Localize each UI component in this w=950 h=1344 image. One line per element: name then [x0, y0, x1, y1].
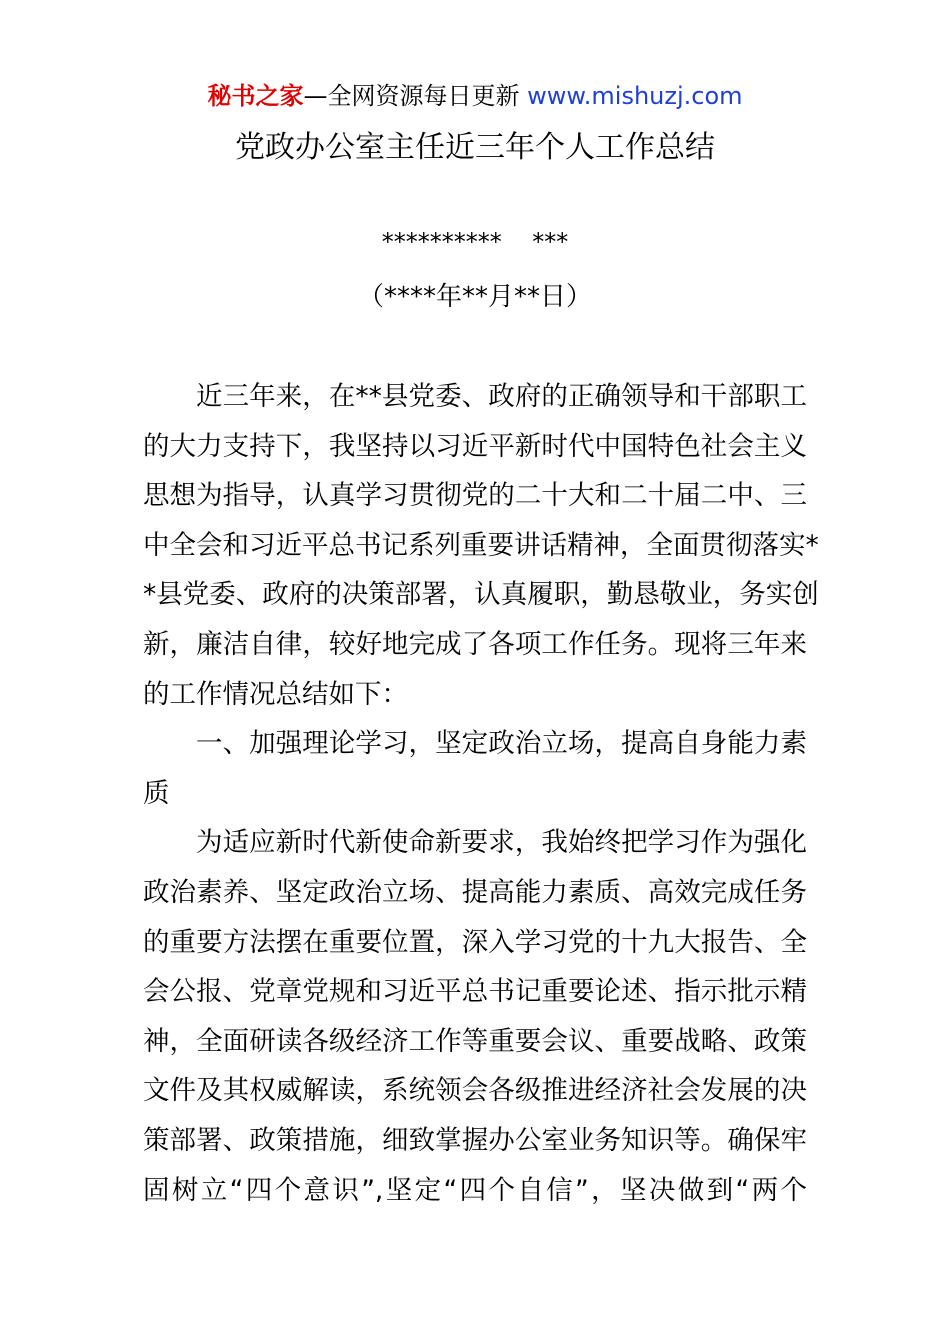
document-author: ********** ***	[381, 228, 569, 256]
section-heading-line: 一、加强理论学习，坚定政治立场，提高自身能力素	[196, 728, 807, 760]
site-header	[0, 80, 950, 112]
body-line: 会公报、党章党规和习近平总书记重要论述、指示批示精	[143, 976, 807, 1008]
document-title: 党政办公室主任近三年个人工作总结	[235, 130, 715, 165]
body-line: 固树立“四个意识”,坚定“四个自信”，坚决做到“两个	[143, 1174, 807, 1206]
body-line: 的重要方法摆在重要位置，深入学习党的十九大报告、全	[143, 926, 807, 958]
site-brand: 秘书之家	[207, 82, 304, 110]
body-line: 策部署、政策措施，细致掌握办公室业务知识等。确保牢	[143, 1124, 807, 1156]
site-slogan: —全网资源每日更新	[303, 82, 520, 110]
body-line: 思想为指导，认真学习贯彻党的二十大和二十届二中、三	[143, 480, 807, 512]
body-line: 近三年来，在**县党委、政府的正确领导和干部职工	[196, 381, 807, 412]
document-date: （****年**月**日）	[357, 282, 592, 312]
section-heading-line: 质	[143, 777, 170, 809]
site-url-link[interactable]: www.mishuzj.com	[527, 82, 743, 110]
body-line: 的大力支持下，我坚持以习近平新时代中国特色社会主义	[143, 430, 807, 462]
body-line: 中全会和习近平总书记系列重要讲话精神，全面贯彻落实*	[143, 529, 819, 561]
body-line: *县党委、政府的决策部署，认真履职，勤恳敬业，务实创	[143, 579, 819, 611]
body-line: 政治素养、坚定政治立场、提高能力素质、高效完成任务	[143, 876, 807, 908]
document-body	[143, 372, 819, 1215]
body-line: 神，全面研读各级经济工作等重要会议、重要战略、政策	[143, 1025, 807, 1057]
body-line: 文件及其权威解读，系统领会各级推进经济社会发展的决	[143, 1075, 807, 1107]
body-line: 的工作情况总结如下：	[143, 678, 408, 710]
body-line: 新，廉洁自律，较好地完成了各项工作任务。现将三年来	[143, 628, 807, 660]
body-line: 为适应新时代新使命新要求，我始终把学习作为强化	[196, 827, 807, 859]
